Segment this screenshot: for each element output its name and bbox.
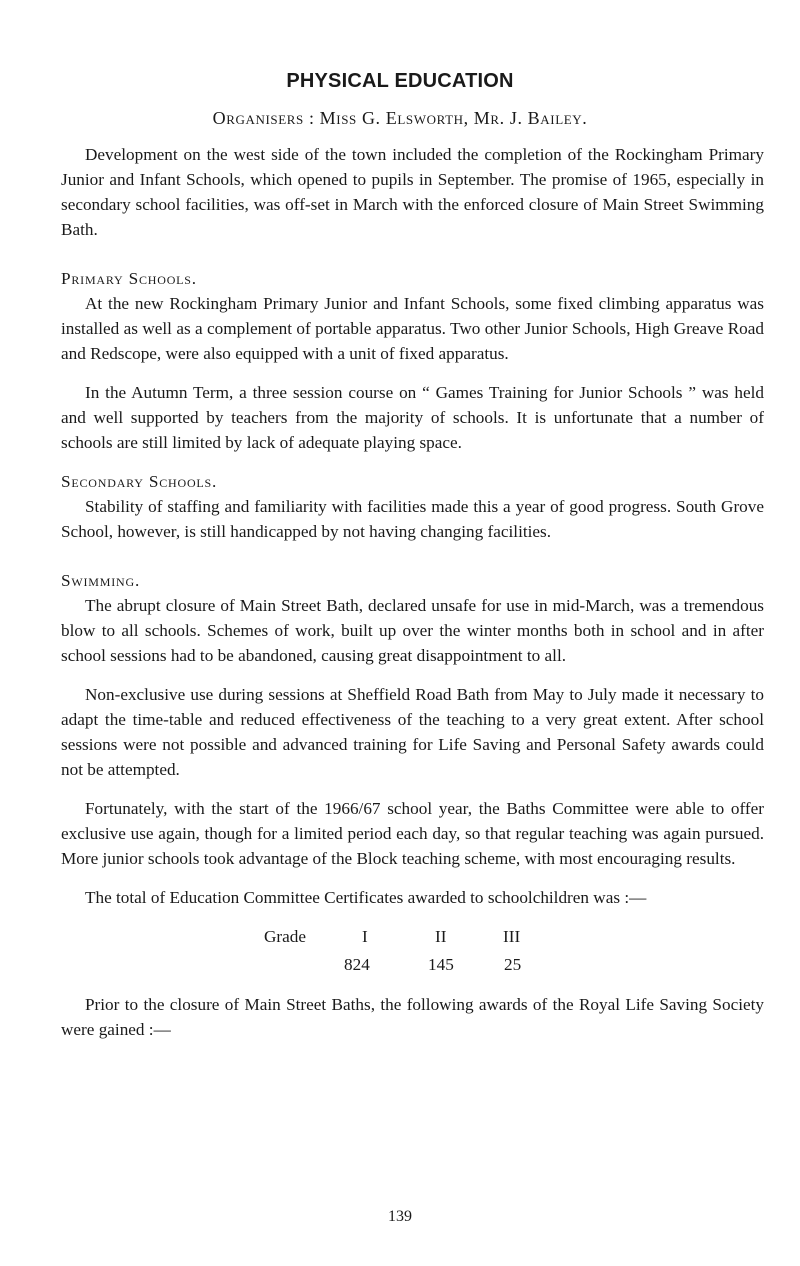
swimming-paragraph-2: Non-exclusive use during sessions at Sheffield Road Bath from May to July made it necessary to adapt the time-table and reduced effectiveness of the teaching to a very great extent. After school sessions were not possible and advanced training for Life Saving and Personal Safety awards could not be attempted. [61, 685, 764, 779]
grade-header: II [435, 927, 447, 946]
primary-paragraph-1: At the new Rockingham Primary Junior and Infant Schools, some fixed climbing apparatus was installed as well as a complement of portable apparatus. Two other Junior Schools, High Greave Road and Redscope, were also equipped with a unit of fixed apparatus. [61, 294, 764, 363]
grade-count: 824 [344, 955, 370, 974]
swimming-paragraph-1: The abrupt closure of Main Street Bath, declared unsafe for use in mid-March, was a tremendous blow to all schools. Schemes of work, built up over the winter months both in school and in after school sessions had to be abandoned, causing great disappointment to all. [61, 596, 764, 665]
grade-count: 25 [504, 955, 522, 974]
closing-paragraph: Prior to the closure of Main Street Baths, the following awards of the Royal Life Saving Society were gained :— [61, 995, 764, 1039]
document-body [61, 142, 764, 1042]
grade-header: III [503, 927, 521, 946]
secondary-paragraph-1: Stability of staffing and familiarity with facilities made this a year of good progress. South Grove School, however, is still handicapped by not having changing facilities. [61, 497, 764, 541]
swimming-paragraph-3: Fortunately, with the start of the 1966/67 school year, the Baths Committee were able to offer exclusive use again, though for a limited period each day, so that regular teaching was again pursued. More junior schools took advantage of the Block teaching scheme, with most encouraging results. [61, 799, 764, 868]
grade-header: I [362, 927, 368, 946]
organisers-line: Organisers : Miss G. Elsworth, Mr. J. Bailey. [212, 108, 588, 128]
grade-label: Grade [264, 927, 306, 946]
swimming-paragraph-4: The total of Education Committee Certificates awarded to schoolchildren was :— [85, 888, 647, 907]
section-heading-primary: Primary Schools. [61, 269, 197, 288]
section-heading-secondary: Secondary Schools. [61, 472, 218, 491]
grade-count: 145 [428, 955, 454, 974]
page-title: PHYSICAL EDUCATION [286, 70, 514, 92]
primary-paragraph-2: In the Autumn Term, a three session course on “ Games Training for Junior Schools ” was held and well supported by teachers from the majority of schools. It is unfortunate that a number of schools are still limited by lack of adequate playing space. [61, 383, 764, 452]
page-number: 139 [388, 1208, 412, 1225]
intro-paragraph: Development on the west side of the town included the completion of the Rockingham Primary Junior and Infant Schools, which opened to pupils in September. The promise of 1965, especially in secondary school facilities, was off-set in March with the enforced closure of Main Street Swimming Bath. [61, 145, 764, 239]
grade-table [61, 924, 764, 978]
section-heading-swimming: Swimming. [61, 571, 141, 590]
